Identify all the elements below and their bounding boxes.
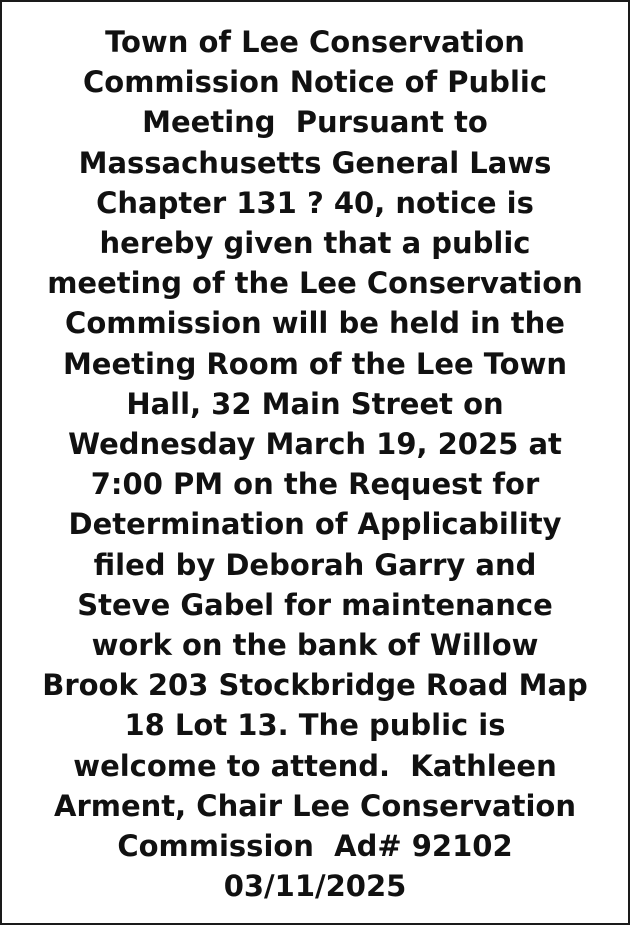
notice-line: Wednesday March 19, 2025 at [68, 427, 562, 462]
notice-line: filed by Deborah Garry and [93, 547, 537, 582]
notice-line: 18 Lot 13. The public is [124, 708, 506, 743]
notice-line: 7:00 PM on the Request for [90, 467, 540, 502]
notice-line: Chapter 131 ? 40, notice is [96, 185, 534, 220]
notice-line: Meeting Pursuant to [142, 105, 488, 140]
notice-line: Commission Ad# 92102 [117, 829, 513, 864]
notice-line: Commission will be held in the [65, 306, 565, 341]
notice-line: work on the bank of Willow [91, 628, 539, 663]
notice-line: Hall, 32 Main Street on [126, 386, 504, 421]
notice-line: Brook 203 Stockbridge Road Map [42, 668, 588, 703]
notice-line: Town of Lee Conservation [105, 25, 525, 59]
notice-line: Commission Notice of Public [82, 65, 548, 100]
notice-line: hereby given that a public [99, 226, 531, 261]
notice-date: 03/11/2025 [223, 869, 407, 904]
notice-line: Arment, Chair Lee Conservation [54, 788, 576, 823]
notice-line: Massachusetts General Laws [78, 145, 552, 180]
notice-line: Steve Gabel for maintenance [77, 587, 553, 622]
notice-line: welcome to attend. Kathleen [73, 748, 557, 783]
notice-text [16, 22, 614, 906]
notice-line: Determination of Applicability [68, 507, 562, 542]
notice-line: Meeting Room of the Lee Town [62, 346, 568, 381]
notice-line: meeting of the Lee Conservation [47, 266, 583, 301]
